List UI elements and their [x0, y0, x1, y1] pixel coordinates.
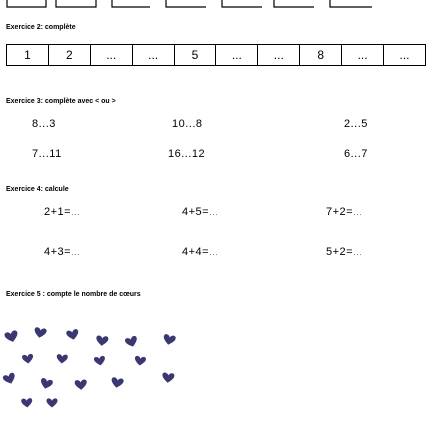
sequence-cell[interactable]: ... — [90, 45, 132, 66]
sequence-cell[interactable]: ... — [384, 45, 426, 66]
comparison-item[interactable]: 7...11 — [32, 148, 62, 160]
addition-expression: 2+1= — [44, 206, 72, 218]
heart-icon — [39, 377, 53, 390]
comparison-item[interactable]: 8...3 — [32, 118, 56, 130]
addition-expression: 4+4= — [182, 246, 210, 258]
heart-icon — [66, 329, 80, 341]
answer-blank[interactable]: ... — [353, 207, 363, 217]
exercise-5-title: Exercice 5 : compte le nombre de cœurs — [6, 291, 141, 298]
comparison-item[interactable]: 2...5 — [344, 118, 368, 130]
answer-blank[interactable]: ... — [71, 247, 81, 257]
sequence-cell[interactable]: ... — [342, 45, 384, 66]
addition-expression: 5+2= — [326, 246, 354, 258]
heart-icon — [74, 379, 87, 390]
heart-icon — [21, 398, 33, 408]
exercise-4-title: Exercice 4: calcule — [6, 186, 69, 193]
heart-icon — [2, 372, 17, 386]
comparison-item[interactable]: 6...7 — [344, 148, 368, 160]
heart-icon — [162, 334, 176, 346]
heart-icon — [94, 355, 107, 366]
answer-blank[interactable]: ... — [209, 247, 219, 257]
sequence-cell[interactable]: ... — [258, 45, 300, 66]
addition-expression: 7+2= — [326, 206, 354, 218]
sequence-cell[interactable]: ... — [132, 45, 174, 66]
heart-icon — [96, 335, 109, 346]
answer-blank[interactable]: ... — [209, 207, 219, 217]
comparison-item[interactable]: 10...8 — [172, 118, 203, 130]
heart-icon — [134, 356, 146, 367]
heart-icon — [4, 330, 19, 344]
heart-icon — [162, 372, 175, 383]
sequence-cell[interactable]: 2 — [48, 45, 90, 66]
heart-icon — [22, 354, 34, 365]
answer-blank[interactable]: ... — [71, 207, 81, 217]
heart-icon — [56, 354, 68, 364]
sequence-cell[interactable]: 5 — [174, 45, 216, 66]
sequence-cell[interactable]: 1 — [7, 45, 49, 66]
exercise-2-title: Exercice 2: complète — [6, 24, 76, 31]
heart-icon — [46, 398, 57, 407]
answer-blank[interactable]: ... — [353, 247, 363, 257]
sequence-cell[interactable]: ... — [216, 45, 258, 66]
sequence-cell[interactable]: 8 — [300, 45, 342, 66]
addition-expression: 4+5= — [182, 206, 210, 218]
comparison-item[interactable]: 16...12 — [168, 148, 206, 160]
addition-expression: 4+3= — [44, 246, 72, 258]
exercise-3-title: Exercice 3: complète avec < ou > — [6, 98, 116, 105]
heart-icon — [124, 335, 139, 348]
heart-icon — [110, 377, 124, 389]
heart-icon — [33, 327, 47, 339]
